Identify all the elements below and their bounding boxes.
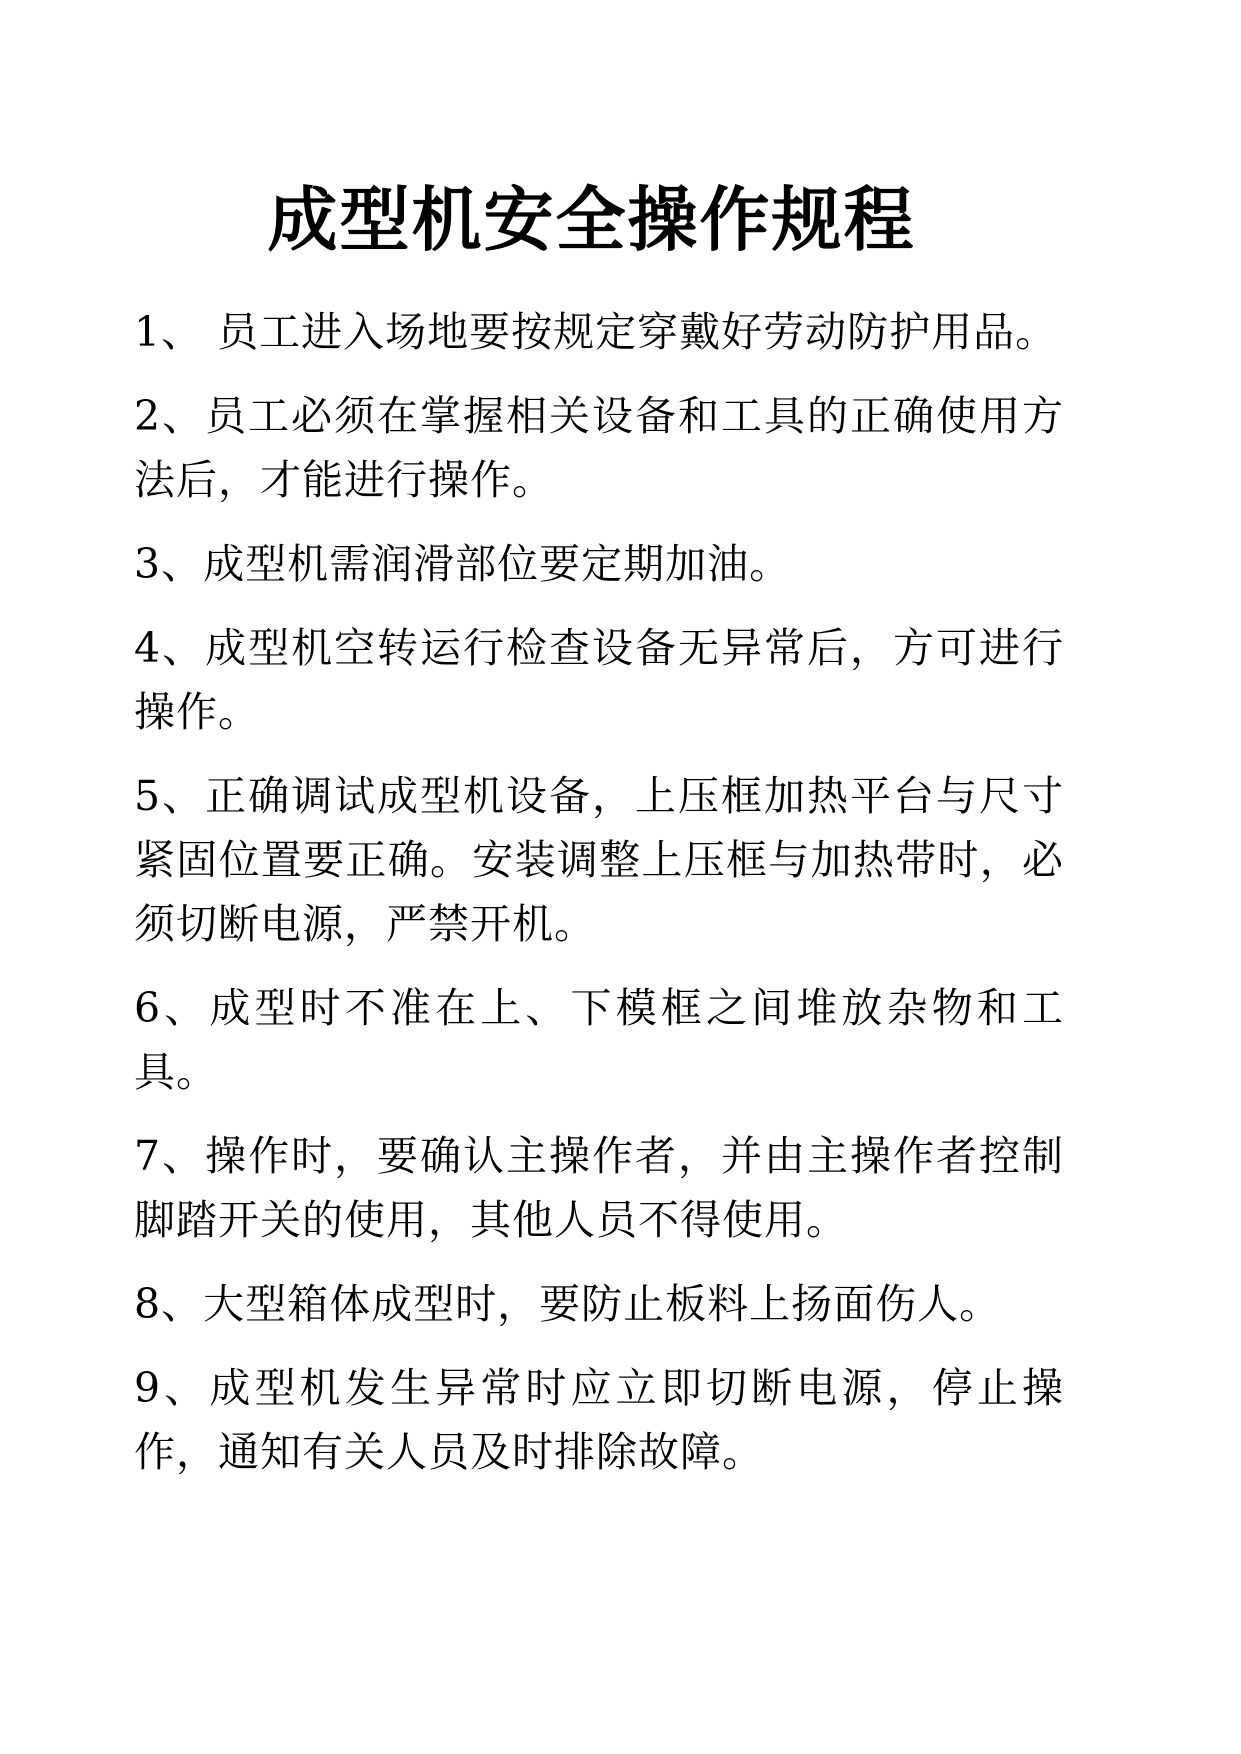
rule-item-5: 5、正确调试成型机设备，上压框加热平台与尺寸紧固位置要正确。安装调整上压框与加热带时，必须切断电源，严禁开机。 <box>134 772 1064 948</box>
rule-item-4: 4、成型机空转运行检查设备无异常后，方可进行操作。 <box>134 624 1064 736</box>
document-title: 成型机安全操作规程 <box>267 179 916 261</box>
rule-item-1: 1、 员工进入场地要按规定穿戴好劳动防护用品。 <box>134 308 1058 356</box>
rules-list <box>134 300 1064 1504</box>
rule-item-7: 7、操作时，要确认主操作者，并由主操作者控制脚踏开关的使用，其他人员不得使用。 <box>134 1132 1064 1244</box>
rule-item-9: 9、成型机发生异常时应立即切断电源，停止操作，通知有关人员及时排除故障。 <box>134 1364 1064 1476</box>
rule-item-3: 3、成型机需润滑部位要定期加油。 <box>134 540 792 588</box>
rule-item-2: 2、员工必须在掌握相关设备和工具的正确使用方法后，才能进行操作。 <box>134 392 1064 504</box>
rule-item-6: 6、成型时不准在上、下模框之间堆放杂物和工具。 <box>134 984 1064 1096</box>
rule-item-8: 8、大型箱体成型时，要防止板料上扬面伤人。 <box>134 1280 1002 1328</box>
